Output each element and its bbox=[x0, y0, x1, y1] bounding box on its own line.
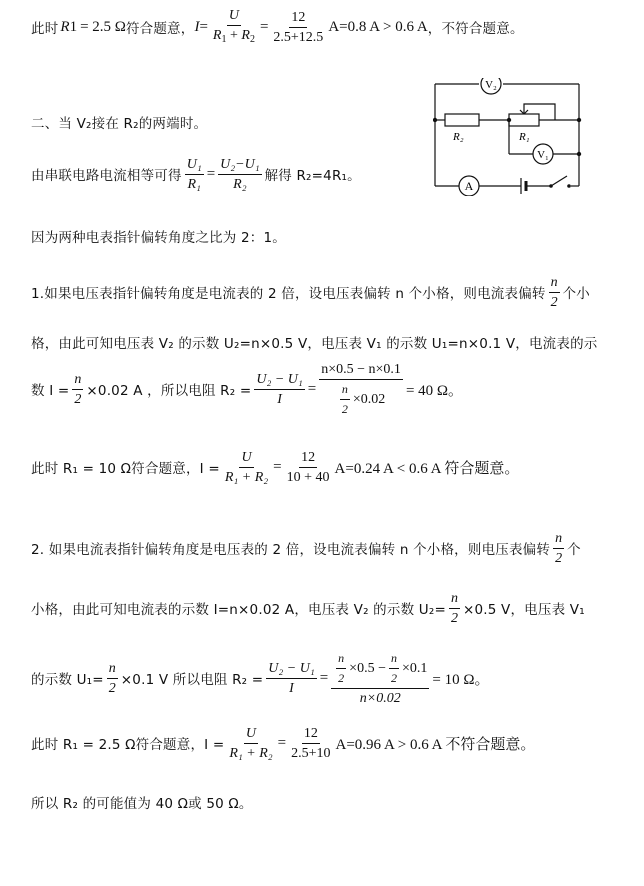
line-2 bbox=[31, 112, 207, 132]
text: ×0.02 A ，所以电阻 R₂ = bbox=[86, 383, 252, 399]
fraction bbox=[227, 725, 274, 762]
fraction-denominator: 2.5+12.5 bbox=[273, 29, 324, 45]
resistor-label: R₂ bbox=[453, 131, 464, 143]
fraction-denominator bbox=[211, 26, 257, 48]
fraction-denominator: 2 bbox=[341, 401, 348, 416]
math-text: = bbox=[307, 380, 317, 397]
text: 1.如果电压表指针偏转角度是电流表的 2 倍，设电压表偏转 n 个小格，则电流表偏转 bbox=[31, 286, 546, 302]
math-text: = bbox=[273, 458, 282, 475]
fraction-numerator: n bbox=[340, 381, 350, 400]
text: 格，由此可知电压表 V₂ 的示数 U₂=n×0.5 V，电压表 V₁ 的示数 U₁=n×0.1 V，电流表的示 bbox=[31, 336, 598, 352]
fraction-numerator: n bbox=[449, 590, 460, 609]
text: 个小 bbox=[562, 286, 590, 302]
math-text: = 40 Ω。 bbox=[405, 382, 464, 399]
fraction-denominator: 2 bbox=[108, 680, 116, 696]
fraction-numerator: n bbox=[389, 650, 399, 669]
math-text: = bbox=[277, 734, 287, 751]
fraction-numerator: U bbox=[227, 7, 241, 26]
text: 二、当 V₂接在 R₂的两端时。 bbox=[31, 116, 208, 132]
fraction bbox=[449, 590, 460, 627]
meter-label: V₂ bbox=[485, 79, 497, 91]
math-text: = bbox=[199, 18, 208, 35]
line-4 bbox=[31, 226, 286, 246]
fraction-denominator: 10 + 40 bbox=[286, 469, 330, 485]
text: 符合题意， bbox=[125, 21, 195, 37]
fraction bbox=[549, 274, 560, 311]
fraction-denominator: I bbox=[277, 391, 282, 407]
math-var: R bbox=[212, 27, 222, 43]
math-text: ×0.1 bbox=[401, 660, 428, 676]
resistor-label: R₁ bbox=[519, 131, 530, 143]
fraction-numerator: n bbox=[107, 660, 118, 679]
text: 小格，由此可知电流表的示数 I=n×0.02 A，电压表 V₂ 的示数 U₂= bbox=[31, 602, 446, 618]
fraction-denominator: 2 bbox=[450, 610, 458, 626]
fraction-denominator: 2 bbox=[338, 670, 345, 685]
fraction-numerator: U bbox=[244, 725, 258, 744]
fraction-numerator: U₂−U₁ bbox=[218, 156, 261, 175]
circuit-diagram bbox=[433, 78, 583, 196]
math-var: R bbox=[241, 27, 250, 43]
fraction bbox=[254, 371, 304, 408]
fraction-denominator: 2 bbox=[555, 550, 563, 566]
math-text: A=0.96 A > 0.6 A 不符合题意。 bbox=[335, 736, 536, 753]
fraction-numerator: U₂ − U₁ bbox=[266, 660, 316, 679]
fraction bbox=[289, 725, 332, 762]
text: 此时 bbox=[31, 21, 59, 37]
math-var: R bbox=[60, 18, 70, 35]
math-text: = bbox=[259, 18, 269, 35]
fraction bbox=[319, 361, 403, 418]
fraction-numerator bbox=[331, 650, 429, 689]
fraction bbox=[331, 650, 429, 707]
fraction bbox=[340, 381, 350, 418]
line-13 bbox=[31, 792, 253, 812]
text: 所以 R₂ 的可能值为 40 Ω或 50 Ω。 bbox=[31, 796, 253, 812]
text: 由串联电路电流相等可得 bbox=[31, 168, 182, 184]
fraction-denominator bbox=[335, 380, 387, 418]
fraction bbox=[211, 7, 257, 48]
text: ×0.5 V，电压表 V₁ bbox=[462, 602, 585, 618]
fraction-numerator: n bbox=[553, 530, 564, 549]
math-sub: 1 bbox=[221, 33, 227, 45]
fraction-numerator: n bbox=[72, 371, 83, 390]
fraction-numerator: 12 bbox=[289, 9, 307, 28]
fraction bbox=[336, 650, 346, 687]
fraction bbox=[389, 650, 399, 687]
line-8 bbox=[31, 446, 519, 488]
math-text: + bbox=[229, 27, 238, 43]
line-11 bbox=[31, 646, 489, 710]
math-text: = bbox=[319, 669, 329, 686]
voltmeter-v1-icon bbox=[533, 144, 553, 164]
fraction-denominator: I bbox=[289, 680, 294, 696]
math-text: A=0.8 A > 0.6 A bbox=[328, 18, 428, 35]
fraction-numerator: 12 bbox=[299, 449, 317, 468]
text: 此时 R₁ = 10 Ω符合题意，I = bbox=[31, 461, 220, 477]
fraction-numerator: n×0.5 − n×0.1 bbox=[319, 361, 403, 380]
math-text: A=0.24 A < 0.6 A 符合题意。 bbox=[334, 460, 520, 477]
fraction-numerator: 12 bbox=[302, 725, 320, 744]
math-text: = 10 Ω。 bbox=[432, 671, 490, 688]
ammeter-icon bbox=[459, 176, 479, 196]
fraction-numerator: U₁ bbox=[185, 156, 204, 175]
meter-label: V₁ bbox=[537, 149, 549, 161]
line-10 bbox=[31, 586, 585, 630]
math-text: ×0.02 bbox=[352, 391, 386, 407]
text: 因为两种电表指针偏转角度之比为 2：1。 bbox=[31, 230, 286, 246]
fraction-denominator: 2 bbox=[550, 294, 558, 310]
fraction-denominator: 2.5+10 bbox=[291, 745, 331, 761]
fraction bbox=[107, 660, 118, 697]
fraction-numerator: n bbox=[549, 274, 560, 293]
math-var: I bbox=[194, 18, 200, 35]
fraction bbox=[266, 660, 316, 697]
fraction-numerator: U bbox=[239, 449, 253, 468]
voltmeter-v2-icon bbox=[481, 78, 501, 94]
text: 的示数 U₁= bbox=[31, 672, 104, 688]
fraction-denominator: n×0.02 bbox=[359, 690, 401, 706]
text: ，不符合题意。 bbox=[427, 21, 524, 37]
fraction-denominator: R₁ + R₂ bbox=[224, 469, 269, 485]
text: 个 bbox=[567, 542, 581, 558]
line-7 bbox=[31, 360, 463, 418]
line-9 bbox=[31, 526, 581, 570]
text: 解得 R₂=4R₁。 bbox=[264, 168, 361, 184]
line-1 bbox=[31, 6, 524, 48]
fraction-denominator: R₂ bbox=[233, 176, 247, 192]
line-12 bbox=[31, 722, 535, 764]
fraction bbox=[185, 156, 204, 193]
text: 此时 R₁ = 2.5 Ω符合题意，I = bbox=[31, 737, 225, 753]
fraction-numerator: U₂ − U₁ bbox=[254, 371, 304, 390]
fraction-denominator: R₁ bbox=[187, 176, 201, 192]
math-sub: 2 bbox=[249, 33, 255, 45]
fraction bbox=[271, 9, 325, 46]
line-5 bbox=[31, 270, 590, 314]
line-6 bbox=[31, 332, 597, 352]
fraction-denominator: R₁ + R₂ bbox=[229, 745, 273, 761]
fraction bbox=[72, 371, 83, 408]
math-text: ×0.5 − bbox=[349, 660, 386, 676]
fraction-numerator: n bbox=[336, 650, 346, 669]
text: ×0.1 V 所以电阻 R₂ = bbox=[120, 672, 264, 688]
fraction bbox=[553, 530, 564, 567]
text: 2. 如果电流表指针偏转角度是电压表的 2 倍，设电流表偏转 n 个小格，则电压表偏转 bbox=[31, 542, 551, 558]
math-sub: 1 bbox=[69, 18, 78, 35]
fraction bbox=[223, 449, 270, 486]
text: 数 I = bbox=[31, 383, 70, 399]
line-3: 由串联电路电流相等可得 $\frac{\text{U₁}}{\text{R₁}}$ = $\frac{\text{U₂−U₁}}{\text{R₂}}$ 解得 R₂=4R₁。 bbox=[31, 156, 361, 192]
fraction-denominator: 2 bbox=[390, 670, 397, 685]
math-text: = 2.5 Ω bbox=[80, 18, 126, 35]
meter-label: A bbox=[464, 179, 474, 193]
fraction-denominator: 2 bbox=[74, 391, 82, 407]
fraction bbox=[218, 156, 261, 193]
fraction bbox=[285, 449, 332, 486]
